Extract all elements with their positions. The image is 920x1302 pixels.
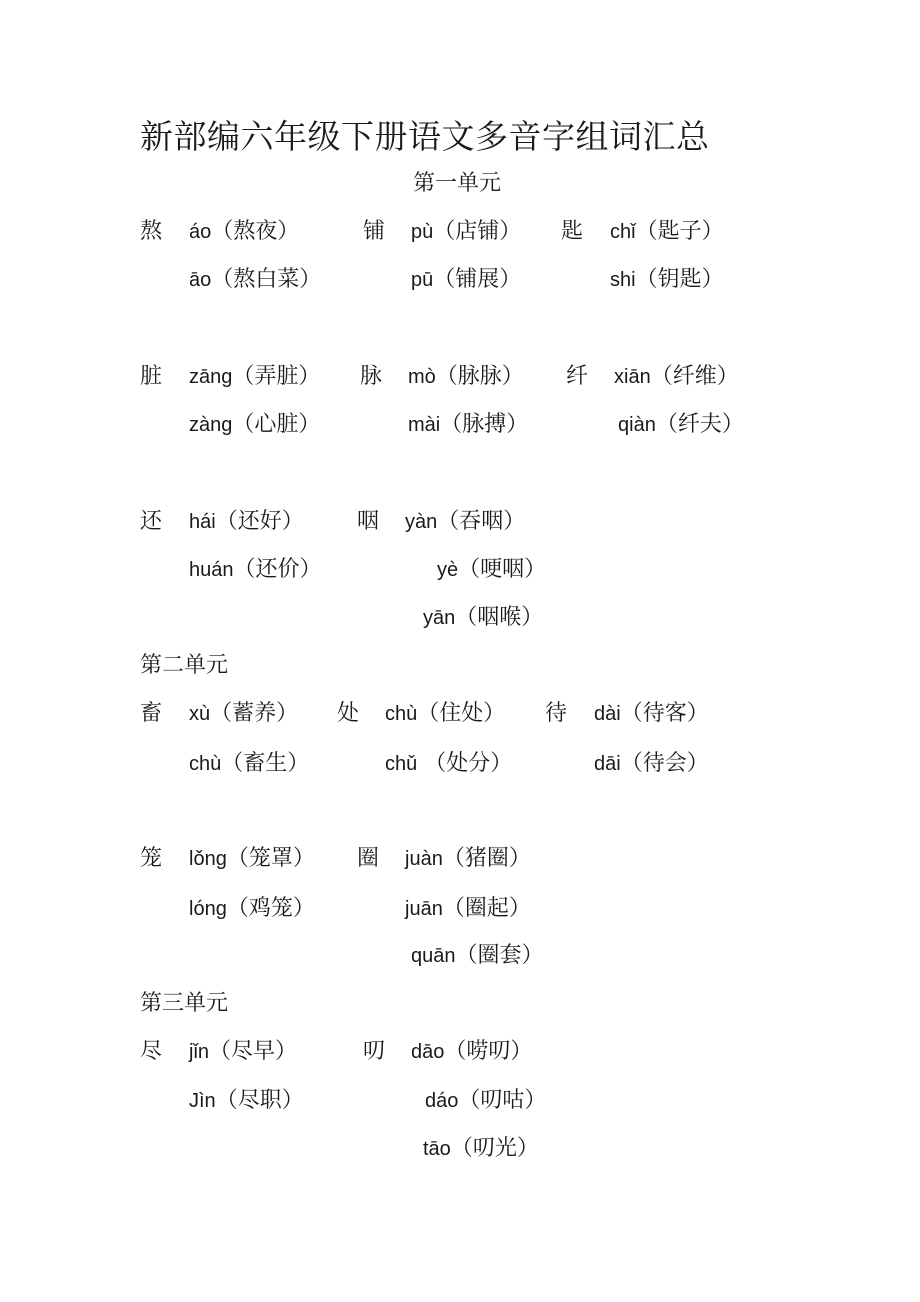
poly-char-dai: 待	[545, 701, 568, 726]
poly-char-xian: 纤	[566, 364, 589, 389]
poly-char-chu2: 处	[337, 701, 360, 726]
page-title: 新部编六年级下册语文多音字组词汇总	[140, 117, 710, 156]
reading-entry: juān（圈起）	[405, 896, 531, 921]
reading-entry: hái（还好）	[189, 509, 304, 534]
reading-entry: chù（住处）	[385, 701, 506, 726]
poly-char-mai: 脉	[360, 364, 383, 389]
reading-entry: tāo（叨光）	[423, 1136, 539, 1161]
poly-char-chi: 匙	[561, 219, 584, 244]
poly-char-yan: 咽	[357, 509, 380, 534]
reading-entry: dáo（叨咕）	[425, 1088, 547, 1113]
reading-entry: chǔ （处分）	[385, 751, 513, 776]
reading-entry: dāo（唠叨）	[411, 1039, 533, 1064]
unit-heading-3: 第三单元	[140, 991, 229, 1016]
reading-entry: zāng（弄脏）	[189, 364, 321, 389]
reading-entry: áo（熬夜）	[189, 219, 300, 244]
reading-entry: xù（蓄养）	[189, 701, 299, 726]
poly-char-quan: 圈	[357, 846, 380, 871]
reading-entry: lóng（鸡笼）	[189, 896, 315, 921]
unit-heading-1: 第一单元	[413, 171, 502, 196]
reading-entry: shi（钥匙）	[610, 267, 724, 292]
poly-char-chu: 畜	[140, 701, 163, 726]
reading-entry: dāi（待会）	[594, 751, 709, 776]
reading-entry: xiān（纤维）	[614, 364, 739, 389]
reading-entry: mò（脉脉）	[408, 364, 524, 389]
poly-char-zang: 脏	[140, 364, 163, 389]
reading-entry: yè（哽咽）	[437, 557, 547, 582]
reading-entry: pū（铺展）	[411, 267, 522, 292]
reading-entry: huán（还价）	[189, 557, 322, 582]
reading-entry: zàng（心脏）	[189, 412, 321, 437]
poly-char-jin: 尽	[140, 1039, 163, 1064]
reading-entry: qiàn（纤夫）	[618, 412, 744, 437]
reading-entry: āo（熬白菜）	[189, 267, 322, 292]
poly-char-ao: 熬	[140, 219, 163, 244]
reading-entry: quān（圈套）	[411, 943, 544, 968]
poly-char-hai: 还	[140, 509, 163, 534]
reading-entry: pù（店铺）	[411, 219, 522, 244]
reading-entry: Jìn（尽职）	[189, 1088, 304, 1113]
reading-entry: yàn（吞咽）	[405, 509, 526, 534]
reading-entry: lǒng（笼罩）	[189, 846, 315, 871]
reading-entry: chù（畜生）	[189, 751, 310, 776]
reading-entry: mài（脉搏）	[408, 412, 529, 437]
poly-char-pu: 铺	[363, 219, 386, 244]
reading-entry: jǐn（尽早）	[189, 1039, 298, 1064]
reading-entry: juàn（猪圈）	[405, 846, 531, 871]
reading-entry: chǐ（匙子）	[610, 219, 724, 244]
reading-entry: dài（待客）	[594, 701, 709, 726]
reading-entry: yān（咽喉）	[423, 605, 544, 630]
poly-char-dao: 叨	[363, 1039, 386, 1064]
unit-heading-2: 第二单元	[140, 653, 229, 678]
poly-char-long: 笼	[140, 846, 163, 871]
